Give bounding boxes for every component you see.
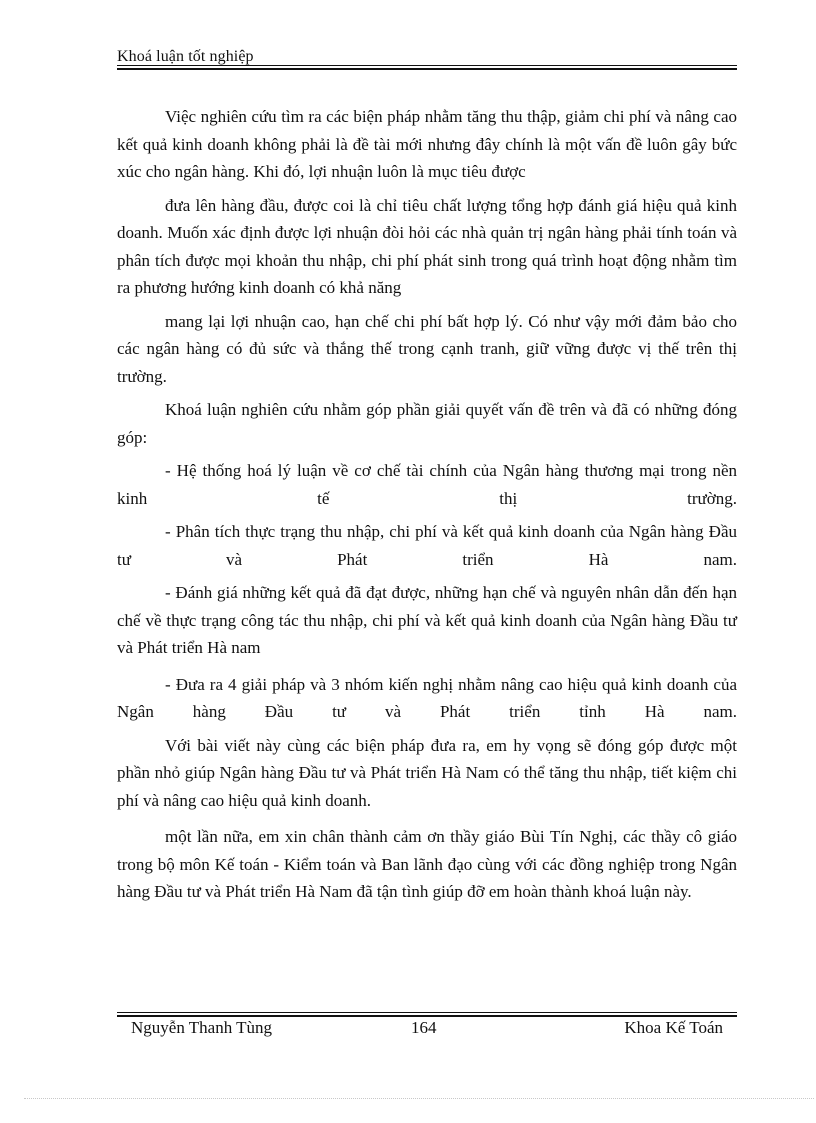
page-body	[117, 103, 737, 906]
header-rule-thin	[117, 65, 737, 66]
footer-author: Nguyễn Thanh Tùng	[131, 1018, 273, 1037]
list-item-analysis: - Phân tích thực trạng thu nhập, chi phí và kết quả kinh doanh của Ngân hàng Đầu tư và Phát triển Hà nam.	[117, 522, 737, 569]
list-item-solutions: - Đưa ra 4 giải pháp và 3 nhóm kiến nghị nhằm nâng cao hiệu quả kinh doanh của Ngân hàng Đầu tư và Phát triển tỉnh Hà nam.	[117, 674, 737, 721]
paragraph-hope: Với bài viết này cùng các biện pháp đưa ra, em hy vọng sẽ đóng góp được một phần nhỏ giúp Ngân hàng Đầu tư và Phát triển Hà Nam có thể tăng thu nhập, tiết kiệm chi phí và nâng cao hiệu quả kinh doanh.	[117, 735, 737, 810]
paragraph-competition: mang lại lợi nhuận cao, hạn chế chi phí bất hợp lý. Có như vậy mới đảm bảo cho các ngân hàng có đủ sức và thắng thế trong cạnh tranh, giữ vững được vị thế trên thị trường.	[117, 311, 737, 386]
header-rule-thick	[117, 68, 737, 70]
paragraph-profit: đưa lên hàng đầu, được coi là chỉ tiêu chất lượng tổng hợp đánh giá hiệu quả kinh doanh. Muốn xác định được lợi nhuận đòi hỏi các nhà quản trị ngân hàng phải tính toán và phân tích được mọi khoản thu nhập, chi phí phát sinh trong quá trình hoạt động nhằm tìm ra phương hướng kinh doanh có khả năng	[117, 195, 737, 297]
footer-rule-thin	[117, 1012, 737, 1013]
list-item-theory: - Hệ thống hoá lý luận về cơ chế tài chính của Ngân hàng thương mại trong nền kinh tế thị trường.	[117, 461, 737, 508]
footer-rule-thick	[117, 1015, 737, 1017]
page-header	[117, 48, 737, 66]
paragraph-contributions-intro: Khoá luận nghiên cứu nhằm góp phần giải quyết vấn đề trên và đã có những đóng góp:	[117, 400, 737, 447]
list-item-evaluation: - Đánh giá những kết quả đã đạt được, những hạn chế và nguyên nhân dẫn đến hạn chế về thực trạng công tác thu nhập, chi phí và kết quả kinh doanh của Ngân hàng Đầu tư và Phát triển Hà nam	[117, 583, 737, 657]
paragraph-intro: Việc nghiên cứu tìm ra các biện pháp nhằm tăng thu thập, giảm chi phí và nâng cao kết quả kinh doanh không phải là đề tài mới nhưng đây chính là một vấn đề luôn gây bức xúc cho ngân hàng. Khi đó, lợi nhuận luôn là mục tiêu được	[117, 107, 737, 181]
footer-page-number: 164	[411, 1018, 437, 1037]
footer-department: Khoa Kế Toán	[624, 1018, 723, 1037]
paragraph-thanks: một lần nữa, em xin chân thành cảm ơn thầy giáo Bùi Tín Nghị, các thầy cô giáo trong bộ môn Kế toán - Kiểm toán và Ban lãnh đạo cùng với các đồng nghiệp trong Ngân hàng Đầu tư và Phát triển Hà Nam đã tận tình giúp đỡ em hoàn thành khoá luận này.	[117, 827, 737, 901]
page-bottom-dotted-line	[24, 1098, 814, 1099]
header-title: Khoá luận tốt nghiệp	[117, 48, 254, 65]
